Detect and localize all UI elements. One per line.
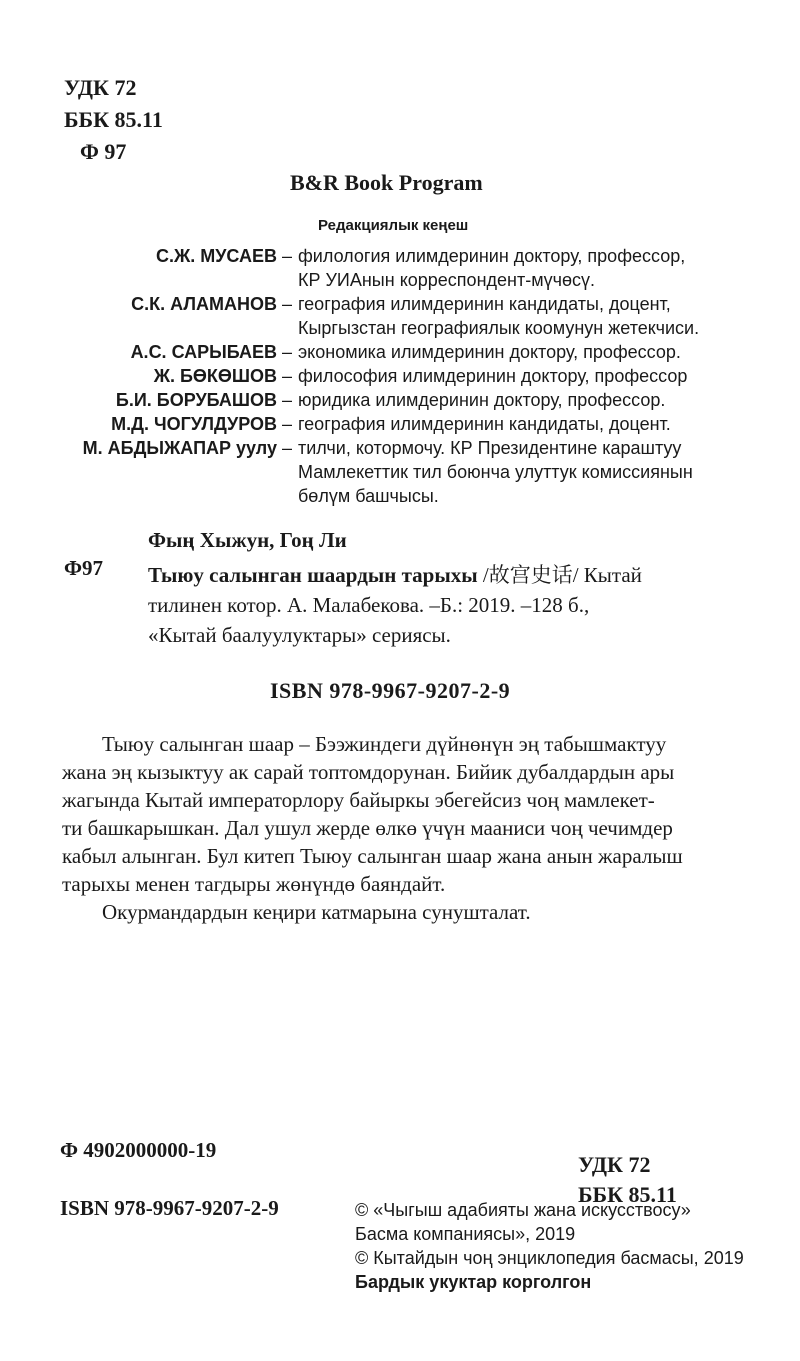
member-name: Б.И. БОРУБАШОВ <box>115 390 277 410</box>
publication-code: Ф 4902000000-19 <box>60 1138 217 1162</box>
board-member <box>0 342 800 366</box>
author-code: Ф97 <box>64 556 104 580</box>
copyright-line: Басма компаниясы», 2019 <box>355 1224 576 1244</box>
book-title: Тыюу салынган шаардын тарыхы <box>148 563 478 587</box>
board-member-cont <box>0 270 800 294</box>
dash: – <box>282 294 293 314</box>
biblio-line: «Кытай баалуулуктары» сериясы. <box>148 623 451 647</box>
member-title: Мамлекеттик тил боюнча улуттук комиссиянын <box>298 462 693 482</box>
dash: – <box>282 390 293 410</box>
member-title: филология илимдеринин доктору, профессор, <box>298 246 686 266</box>
classification-codes <box>64 72 163 168</box>
board-member <box>0 294 800 318</box>
annotation-recommendation: Окурмандардын кеңири катмарына сунушталат. <box>102 900 531 924</box>
bbk-code-footer: ББК 85.11 <box>578 1182 677 1207</box>
annotation-line: жагында Кытай императорлору байыркы эбегейсиз чоң мамлекет- <box>62 788 655 812</box>
member-name: М. АБДЫЖАПАР уулу <box>82 438 277 458</box>
biblio-lang: Кытай <box>583 563 642 587</box>
board-member <box>0 390 800 414</box>
board-member <box>0 438 800 462</box>
copyright-block <box>355 1198 744 1294</box>
dash: – <box>282 366 293 386</box>
rights-notice: Бардык укуктар корголгон <box>355 1272 592 1292</box>
isbn-bottom: ISBN 978-9967-9207-2-9 <box>60 1196 279 1220</box>
member-title: юридика илимдеринин доктору, профессор. <box>298 390 666 410</box>
original-title: /故宫史话/ <box>482 563 579 587</box>
biblio-line <box>148 560 642 590</box>
member-title: тилчи, котормочу. КР Президентине караштуу <box>298 438 682 458</box>
udk-code-footer: УДК 72 <box>578 1152 651 1177</box>
member-name: М.Д. ЧОГУЛДУРОВ <box>111 414 277 434</box>
editorial-board <box>0 246 800 510</box>
dash: – <box>282 246 293 266</box>
member-name: С.К. АЛАМАНОВ <box>131 294 277 314</box>
member-title: Кыргызстан географиялык коомунун жетекчиси. <box>298 318 700 338</box>
editorial-board-title: Редакциялык кеңеш <box>318 217 469 234</box>
board-member-cont <box>0 486 800 510</box>
copyright-line: © Кытайдын чоң энциклопедия басмасы, 2019 <box>355 1248 744 1268</box>
bbk-code: ББК 85.11 <box>64 107 163 132</box>
board-member <box>0 414 800 438</box>
member-title: экономика илимдеринин доктору, профессор. <box>298 342 681 362</box>
member-title: КР УИАнын корреспондент-мүчөсү. <box>298 270 595 290</box>
board-member <box>0 366 800 390</box>
dash: – <box>282 438 293 458</box>
biblio-line: тилинен котор. А. Малабекова. –Б.: 2019. –128 б., <box>148 593 590 617</box>
bibliographic-record <box>148 560 642 650</box>
author-mark: Ф 97 <box>80 139 127 164</box>
annotation <box>62 730 752 926</box>
member-name: А.С. САРЫБАЕВ <box>130 342 277 362</box>
annotation-line: Тыюу салынган шаар – Бээжиндеги дүйнөнүн эң табышмактуу <box>102 732 667 756</box>
member-title: география илимдеринин кандидаты, доцент, <box>298 294 671 314</box>
dash: – <box>282 342 293 362</box>
member-title: философия илимдеринин доктору, профессор <box>298 366 688 386</box>
annotation-line: ти башкарышкан. Дал ушул жерде өлкө үчүн мааниси чоң чечимдер <box>62 816 673 840</box>
annotation-line: тарыхы менен тагдыры жөнүндө баяндайт. <box>62 872 446 896</box>
member-name: С.Ж. МУСАЕВ <box>155 246 277 266</box>
series-program: B&R Book Program <box>290 170 483 195</box>
udk-code: УДК 72 <box>64 75 137 100</box>
member-name: Ж. БӨКӨШОВ <box>153 366 277 386</box>
member-title: бөлүм башчысы. <box>298 486 439 506</box>
member-title: география илимдеринин кандидаты, доцент. <box>298 414 671 434</box>
dash: – <box>282 414 293 434</box>
book-authors: Фың Хыжун, Гоң Ли <box>148 528 347 552</box>
board-member-cont <box>0 462 800 486</box>
annotation-line: жана эң кызыктуу ак сарай топтомдорунан. Бийик дубалдардын ары <box>62 760 675 784</box>
annotation-line: кабыл алынган. Бул китеп Тыюу салынган шаар жана анын жаралыш <box>62 844 683 868</box>
board-member <box>0 246 800 270</box>
isbn-main: ISBN 978-9967-9207-2-9 <box>270 678 511 703</box>
copyright-line: © «Чыгыш адабияты жана искусствосу» <box>355 1200 691 1220</box>
board-member-cont <box>0 318 800 342</box>
